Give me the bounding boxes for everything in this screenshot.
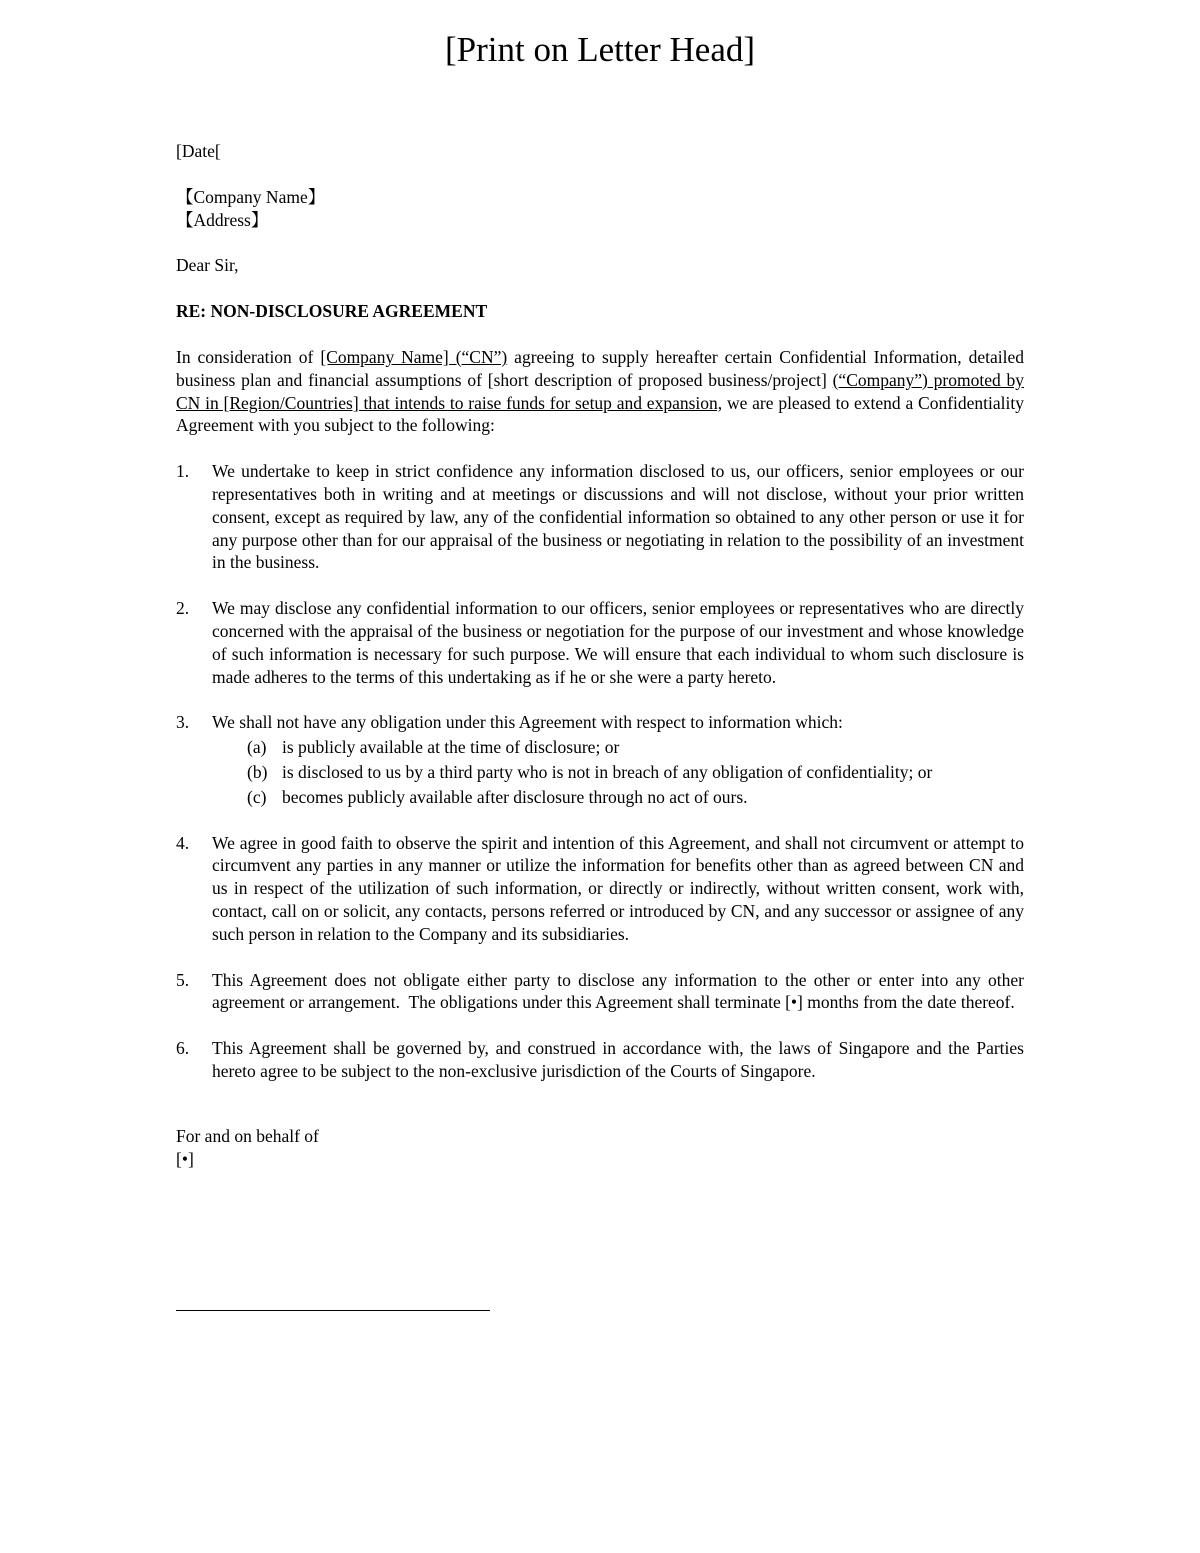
letterhead-placeholder: [Print on Letter Head] bbox=[444, 30, 756, 69]
date-line: [Date[ bbox=[176, 141, 221, 161]
clause-number: 4. bbox=[176, 832, 190, 853]
clause-3-sub-c bbox=[176, 786, 1024, 809]
intro-suffix: we are pleased to extend a Confidentiality Agreement with you subject to the following: bbox=[176, 392, 1024, 436]
clause-text: We agree in good faith to observe the spirit and intention of this Agreement, and shall not circumvent or attempt to circumvent any parties in any manner or utilize the information for benefits other than as agreed between CN and us in respect of the utilization of such information, or directly or indirectly, without written consent, work with, contact, call on or solicit, any contacts, persons referred or introduced by CN, and any successor or assignee of any such person in relation to the Company and its subsidiaries. bbox=[212, 832, 1024, 944]
sub-clause-number: (b) bbox=[247, 761, 268, 782]
clause-3-sub-a bbox=[176, 736, 1024, 759]
clause-5 bbox=[176, 969, 1029, 1015]
intro-prefix: In consideration of bbox=[176, 346, 321, 367]
signoff-party: [•] bbox=[176, 1148, 194, 1169]
intro-middle: agreeing to supply hereafter certain Confidential Information, detailed business plan and financial assumptions of [short description of proposed business/project] bbox=[176, 346, 1024, 390]
clause-text: We undertake to keep in strict confidence any information disclosed to us, our officers, senior employees or our representatives both in writing and at meetings or discussions and will not disclose, without your prior written consent, except as required by law, any of the confidential information so obtained to any other person or use it for any purpose other than for our appraisal of the business or negotiating in relation to the possibility of an investment in the business. bbox=[212, 461, 1024, 573]
clause-number: 2. bbox=[176, 598, 190, 619]
salutation: Dear Sir, bbox=[176, 255, 239, 276]
intro-underlined-project: (“Company”) promoted by CN in [Region/Countries] that intends to raise funds for setup and expansion, bbox=[176, 369, 1024, 413]
intro-paragraph bbox=[176, 346, 1024, 437]
sub-clause-text: is disclosed to us by a third party who is not in breach of any obligation of confidentiality; or bbox=[282, 761, 933, 782]
clause-2 bbox=[176, 597, 1024, 688]
recipient-address: 【Address】 bbox=[176, 209, 269, 230]
clause-number: 5. bbox=[176, 969, 190, 990]
sub-clause-text: becomes publicly available after disclosure through no act of ours. bbox=[282, 786, 748, 807]
intro-underlined-company: [Company Name] (“CN”) bbox=[320, 346, 508, 367]
clause-6 bbox=[176, 1037, 1024, 1083]
clause-number: 3. bbox=[176, 712, 190, 733]
clause-text: We may disclose any confidential information to our officers, senior employees or representatives who are directly concerned with the appraisal of the business or negotiation for the purpose of our investment and whose knowledge of such information is necessary for such purpose. We will ensure that each individual to whom such disclosure is made adheres to the terms of this undertaking as if he or she were a party hereto. bbox=[212, 598, 1024, 687]
sub-clause-number: (c) bbox=[247, 786, 267, 807]
clause-number: 1. bbox=[176, 461, 190, 482]
recipient-company: 【Company Name】 bbox=[176, 186, 326, 207]
clause-text: This Agreement does not obligate either party to disclose any information to the other or enter into any other agreement or arrangement. The obligations under this Agreement shall terminate [•] months from the date thereof. bbox=[212, 969, 1029, 1013]
sub-clause-number: (a) bbox=[247, 737, 267, 758]
subject-heading: RE: NON-DISCLOSURE AGREEMENT bbox=[176, 301, 488, 322]
letter-body bbox=[176, 140, 1029, 1170]
clause-text: We shall not have any obligation under this Agreement with respect to information which: bbox=[212, 712, 843, 733]
clause-3 bbox=[176, 711, 1024, 734]
clause-4 bbox=[176, 832, 1024, 946]
signature-line bbox=[176, 1310, 490, 1311]
clause-number: 6. bbox=[176, 1038, 190, 1059]
clause-1 bbox=[176, 460, 1024, 574]
clause-3-sub-b bbox=[176, 761, 1024, 784]
signoff-for-behalf: For and on behalf of bbox=[176, 1125, 319, 1146]
sub-clause-text: is publicly available at the time of disclosure; or bbox=[282, 737, 620, 758]
clause-text: This Agreement shall be governed by, and construed in accordance with, the laws of Singapore and the Parties hereto agree to be subject to the non-exclusive jurisdiction of the Courts of Singapore. bbox=[212, 1038, 1024, 1081]
